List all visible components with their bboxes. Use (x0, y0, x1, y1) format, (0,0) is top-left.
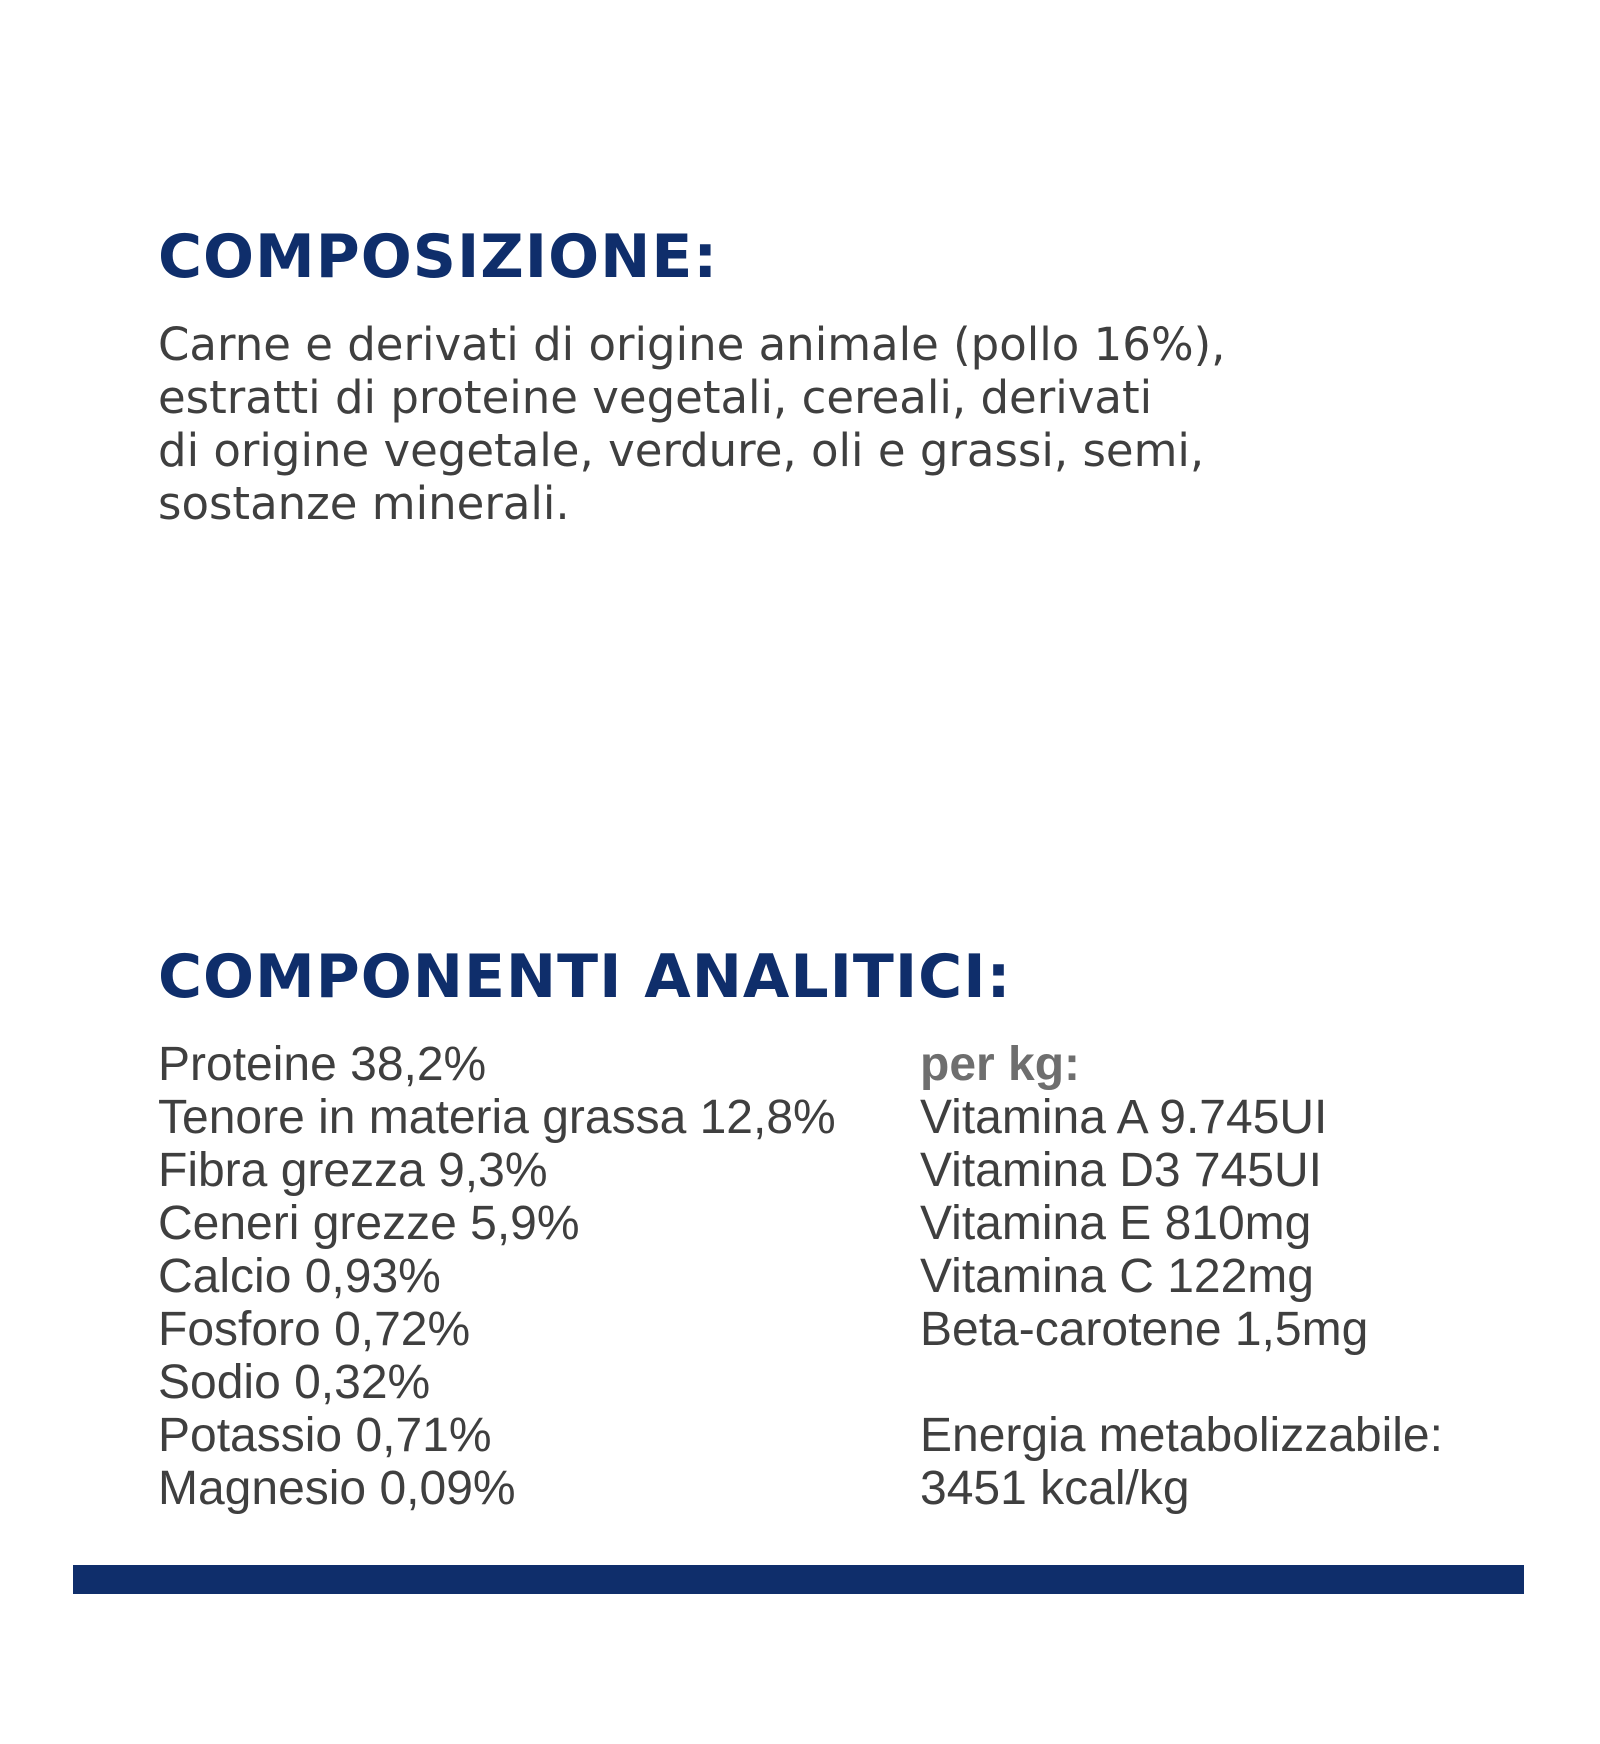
energy-label: Energia metabolizzabile: (920, 1409, 1443, 1462)
bottom-divider-bar (73, 1565, 1524, 1594)
analytics-heading: COMPONENTI ANALITICI: (158, 942, 1012, 1012)
analytics-item: Sodio 0,32% (158, 1356, 431, 1409)
composition-heading: COMPOSIZIONE: (158, 222, 719, 292)
additive-item: Beta-carotene 1,5mg (920, 1303, 1369, 1356)
additive-item: Vitamina E 810mg (920, 1197, 1312, 1250)
spacer (920, 1356, 1443, 1409)
additive-item: Vitamina D3 745UI (920, 1144, 1322, 1197)
analytics-item: Ceneri grezze 5,9% (158, 1197, 580, 1250)
analytics-item: Magnesio 0,09% (158, 1462, 516, 1515)
composition-line: di origine vegetale, verdure, oli e grassi, semi, (158, 424, 1205, 477)
additives-list (920, 1038, 1443, 1515)
analytics-list (158, 1038, 836, 1515)
analytics-item: Fosforo 0,72% (158, 1303, 471, 1356)
additive-item: Vitamina C 122mg (920, 1250, 1314, 1303)
per-kg-heading: per kg: (920, 1038, 1081, 1091)
composition-line: Carne e derivati di origine animale (pollo 16%), (158, 318, 1226, 371)
analytics-item: Potassio 0,71% (158, 1409, 492, 1462)
energy-value: 3451 kcal/kg (920, 1462, 1190, 1515)
analytics-item: Proteine 38,2% (158, 1038, 487, 1091)
analytics-item: Fibra grezza 9,3% (158, 1144, 548, 1197)
additive-item: Vitamina A 9.745UI (920, 1091, 1328, 1144)
analytics-item: Calcio 0,93% (158, 1250, 441, 1303)
composition-line: sostanze minerali. (158, 477, 570, 530)
composition-line: estratti di proteine vegetali, cereali, derivati (158, 371, 1153, 424)
analytics-item: Tenore in materia grassa 12,8% (158, 1091, 836, 1144)
composition-text (158, 318, 1408, 530)
